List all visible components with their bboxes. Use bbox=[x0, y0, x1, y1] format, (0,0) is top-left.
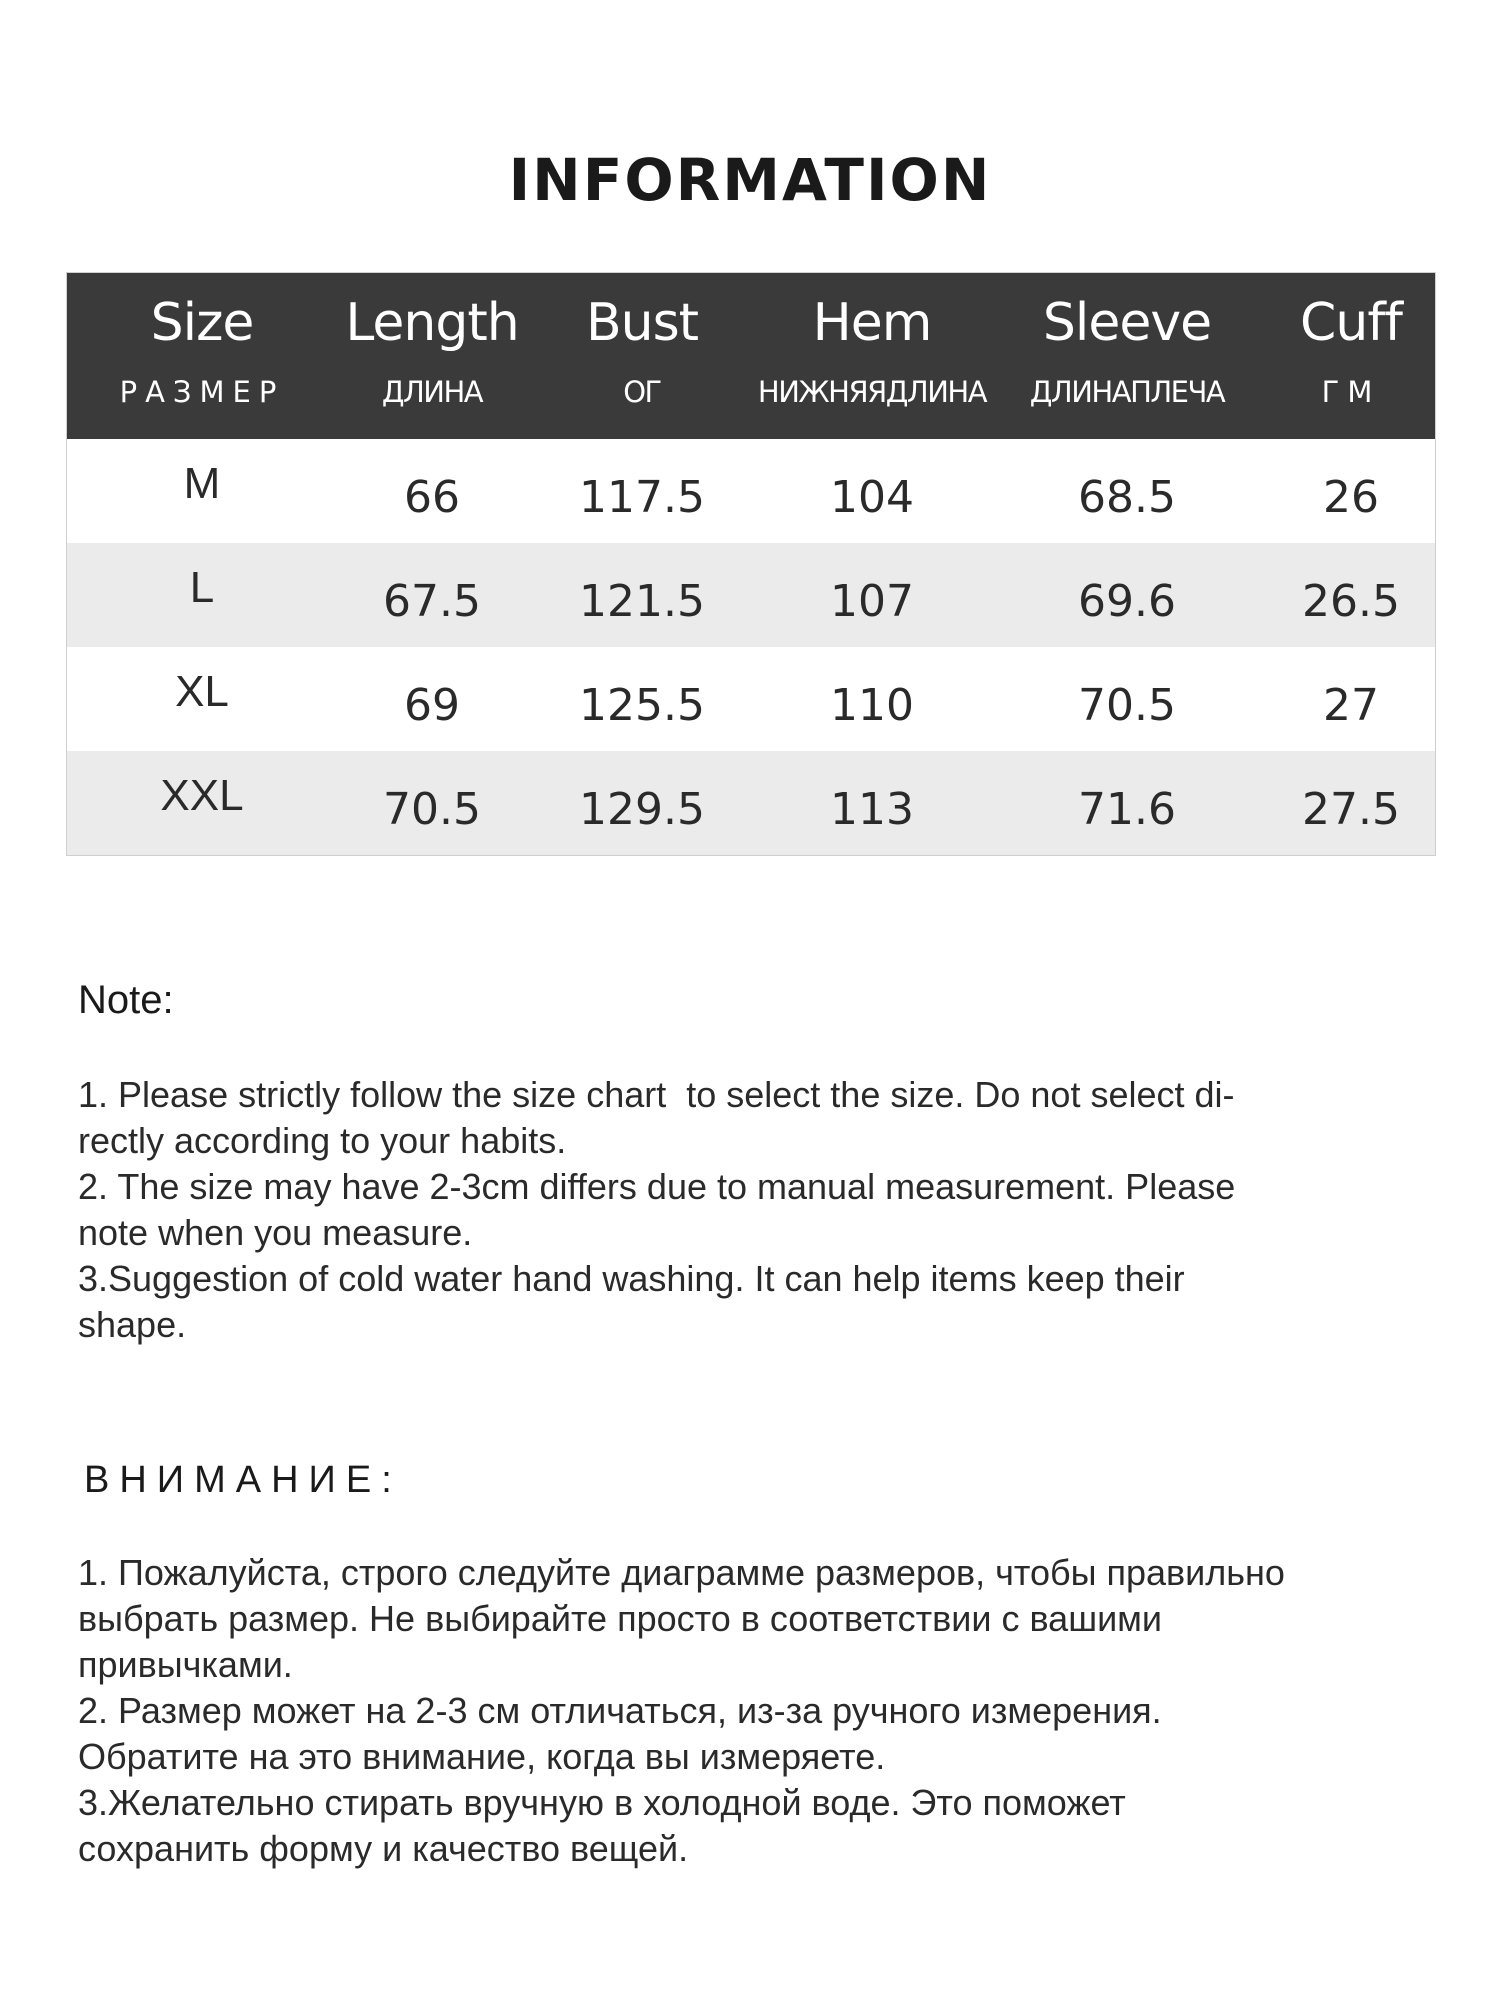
note-item-2: 2. The size may have 2-3cm differs due to manual measurement. Please note when you measure. bbox=[78, 1166, 1236, 1253]
header-bust-ru: ОГ bbox=[623, 375, 661, 409]
header-length bbox=[337, 273, 527, 439]
note-heading-ru: ВНИМАНИЕ: bbox=[84, 1459, 402, 1501]
note-item-ru-3: 3.Желательно стирать вручную в холодной воде. Это поможет сохранить форму и качество вещей. bbox=[78, 1782, 1126, 1869]
table-cell: 70.5 bbox=[383, 783, 481, 835]
table-cell: 26 bbox=[1323, 471, 1379, 523]
page-title: INFORMATION bbox=[508, 146, 992, 214]
table-cell: 113 bbox=[830, 783, 914, 835]
table-cell: 129.5 bbox=[579, 783, 705, 835]
table-header bbox=[67, 273, 1435, 439]
russian-notes bbox=[78, 1450, 1448, 1872]
table-cell: 68.5 bbox=[1078, 471, 1176, 523]
header-sleeve-en: Sleeve bbox=[1042, 293, 1212, 353]
table-cell: M bbox=[183, 459, 221, 508]
table-cell: 125.5 bbox=[579, 679, 705, 731]
table-cell: 69 bbox=[404, 679, 460, 731]
english-notes bbox=[78, 970, 1438, 1348]
table-cell: 71.6 bbox=[1078, 783, 1176, 835]
table-row bbox=[67, 751, 1435, 855]
header-sleeve bbox=[987, 273, 1267, 439]
table-cell: 110 bbox=[830, 679, 914, 731]
table-cell: 69.6 bbox=[1078, 575, 1176, 627]
header-hem-en: Hem bbox=[812, 293, 932, 353]
table-cell: 104 bbox=[830, 471, 914, 523]
note-item-ru-1: 1. Пожалуйста, строго следуйте диаграмме размеров, чтобы правильно выбрать размер. Не выбирайте просто в соответствии с вашими привычками. bbox=[78, 1552, 1285, 1685]
table-cell: XL bbox=[175, 667, 229, 716]
header-size bbox=[67, 273, 337, 439]
table-cell: 66 bbox=[404, 471, 460, 523]
header-sleeve-ru: ДЛИНАПЛЕЧА bbox=[1029, 375, 1225, 409]
header-bust bbox=[527, 273, 757, 439]
size-chart-table bbox=[66, 272, 1436, 856]
table-cell: L bbox=[189, 563, 215, 612]
header-hem bbox=[757, 273, 987, 439]
table-row bbox=[67, 543, 1435, 647]
table-cell: 27 bbox=[1323, 679, 1379, 731]
header-size-ru: РАЗМЕР bbox=[119, 375, 285, 409]
header-size-en: Size bbox=[150, 293, 254, 353]
table-row bbox=[67, 647, 1435, 751]
table-cell: XXL bbox=[160, 771, 244, 820]
header-length-ru: ДЛИНА bbox=[381, 375, 483, 409]
table-cell: 27.5 bbox=[1302, 783, 1400, 835]
header-hem-ru: НИЖНЯЯДЛИНА bbox=[757, 375, 987, 409]
header-length-en: Length bbox=[345, 293, 519, 353]
header-cuff-ru: ГМ bbox=[1321, 375, 1381, 409]
header-cuff bbox=[1267, 273, 1435, 439]
note-item-3: 3.Suggestion of cold water hand washing. It can help items keep their shape. bbox=[78, 1258, 1185, 1345]
header-bust-en: Bust bbox=[585, 293, 699, 353]
header-cuff-en: Cuff bbox=[1300, 293, 1402, 353]
note-item-1: 1. Please strictly follow the size chart to select the size. Do not select di- rectly according to your habits. bbox=[78, 1074, 1235, 1161]
note-heading: Note: bbox=[78, 978, 174, 1022]
table-cell: 26.5 bbox=[1302, 575, 1400, 627]
table-row bbox=[67, 439, 1435, 543]
table-cell: 107 bbox=[830, 575, 914, 627]
table-cell: 70.5 bbox=[1078, 679, 1176, 731]
table-cell: 121.5 bbox=[579, 575, 705, 627]
table-cell: 67.5 bbox=[383, 575, 481, 627]
note-item-ru-2: 2. Размер может на 2-3 см отличаться, из-за ручного измерения. Обратите на это внимание, когда вы измеряете. bbox=[78, 1690, 1162, 1777]
table-cell: 117.5 bbox=[579, 471, 705, 523]
